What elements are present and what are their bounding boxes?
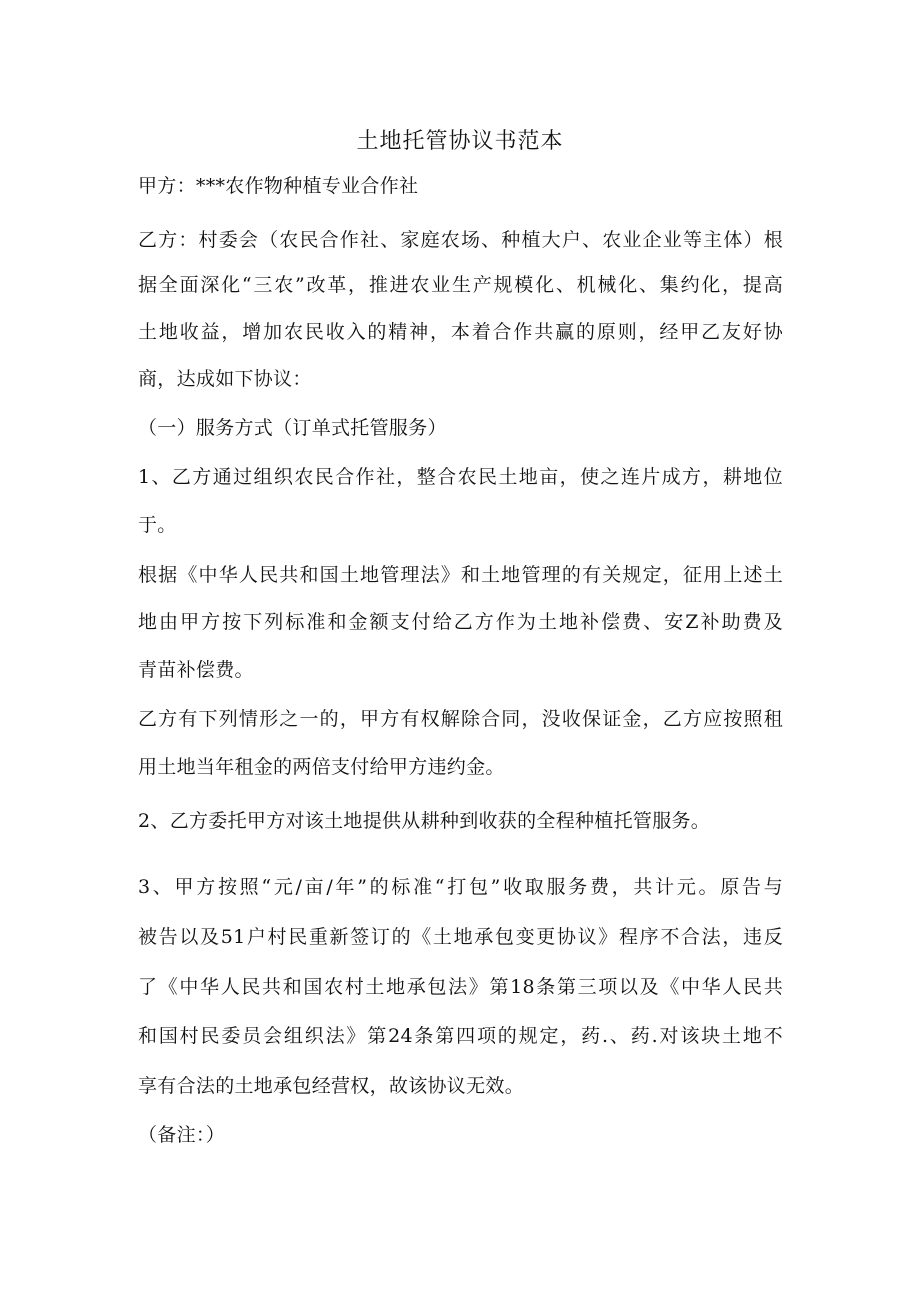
document-title: 土地托管协议书范本 [356,129,564,154]
paragraph-line: 了《中华人民共和国农村土地承包法》第18条第三项以及《中华人民共 [138,976,783,998]
paragraph-line: 地由甲方按下列标准和金额支付给乙方作为土地补偿费、安Z补助费及 [138,611,783,633]
paragraph-line: 乙方有下列情形之一的，甲方有权解除合同，没收保证金，乙方应按照租 [138,708,783,730]
paragraph-line: 土地收益，增加农民收入的精神，本着合作共赢的原则，经甲乙友好协 [138,321,783,343]
paragraph-line: 享有合法的土地承包经营权，故该协议无效。 [138,1075,525,1097]
paragraph-line: 用土地当年租金的两倍支付给甲方违约金。 [138,756,505,778]
paragraph-line: 2、乙方委托甲方对该土地提供从耕种到收获的全程种植托管服务。 [138,810,711,832]
paragraph-line: 和国村民委员会组织法》第24条第四项的规定，药.、药.对该块土地不 [138,1025,783,1047]
paragraph-line: 乙方：村委会（农民合作社、家庭农场、种植大户、农业企业等主体）根 [138,229,783,251]
paragraph-line: 青苗补偿费。 [138,659,254,681]
paragraph-line: 根据《中华人民共和国土地管理法》和土地管理的有关规定，征用上述土 [138,564,783,586]
paragraph-line: 1、乙方通过组织农民合作社，整合农民土地亩，使之连片成方，耕地位 [138,466,783,488]
paragraph-line: 3、甲方按照“元/亩/年”的标准“打包”收取服务费，共计元。原告与 [138,876,783,898]
paragraph-line: 被告以及51户村民重新签订的《土地承包变更协议》程序不合法，违反 [138,926,783,948]
paragraph-line: 于。 [138,514,177,536]
paragraph-line: 据全面深化“三农”改革，推进农业生产规模化、机械化、集约化，提高 [138,274,783,296]
paragraph-line: 商，达成如下协议： [138,368,312,390]
section-heading: （一）服务方式（订单式托管服务） [138,417,447,439]
note-line: （备注：） [138,1124,226,1146]
party-a-line: 甲方：***农作物种植专业合作社 [138,175,419,197]
